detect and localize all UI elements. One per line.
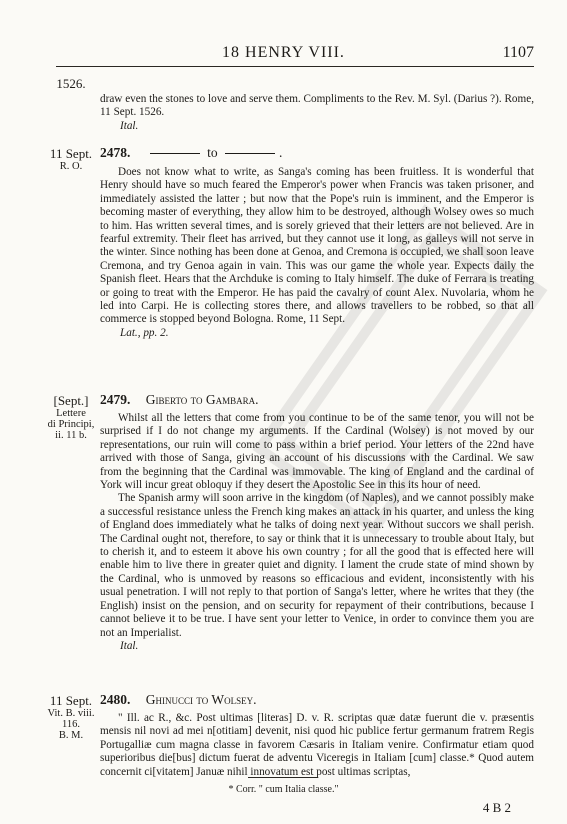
entry-2480-heading: [100, 692, 534, 708]
entry-language: Lat., pp. 2.: [120, 326, 169, 339]
entry-source-line: Vit. B. viii.: [47, 708, 95, 719]
continuation-paragraph: draw even the stones to love and serve them. Compliments to the Rev. M. Syl. (Darius ?). Rome, 11 Sept. 1526.: [100, 93, 534, 119]
continuation-text-block: [100, 93, 534, 133]
entry-source-line: B. M.: [58, 730, 84, 741]
entry-number: 2480.: [100, 692, 131, 707]
entry-number: 2479.: [100, 392, 131, 407]
entry-2480-body: [100, 712, 534, 779]
year-label: 1526.: [56, 76, 86, 91]
entry-2478-heading: 2478. to .: [100, 145, 283, 160]
entry-2478-margin: [42, 147, 100, 172]
blank-sender-line: [150, 153, 200, 154]
blank-recipient-line: [225, 153, 275, 154]
entry-2478-body: [100, 166, 534, 340]
entry-2479-body: [100, 412, 534, 653]
entry-date: 11 Sept.: [49, 693, 93, 708]
entry-title: Ghinucci to Wolsey.: [145, 692, 257, 707]
page-number: 1107: [502, 44, 534, 61]
entry-paragraph: Does not know what to write, as Sanga's coming has been fruitless. It is wonderful that Henry should have so much feared the Emperor's power when Francis was taken prisoner, and immediately assisted the latter ; but now that the Pope's ruin is imminent, and the Emperor is becoming master of everything, they allow him to be destroyed, although Wolsey owes so much to him. Has written several times, and is sorely grieved that their letters are not believed. Are in fearful extremity. Their fleet has arrived, but they cannot use it long, as galleys will not serve in the winter. Since nothing has been done at Genoa, and Cremona is occupied, we shall soon leave Cremona, and try Genoa again in vain. This was our game the whole year. Expects daily the Spanish fleet. Hears that the Archduke is coming to Italy himself. The duke of Ferrara is treating or going to treat with the Emperor. He has paid the cavalry of count Alex. Nuvolaria, whom he led into Carpi. He is collecting stores there, and allows travellers to be robbed, so that all commerce is stopped beyond Bologna. Rome, 11 Sept.: [100, 166, 534, 326]
entry-language: Ital.: [120, 639, 139, 652]
entry-date: 11 Sept.: [49, 146, 93, 161]
entry-paragraph: " Ill. ac R., &c. Post ultimas [literas] D. v. R. scriptas quæ datæ fuerunt die v. præsentis mensis nil novi ad mei n[otitiam] devenit, nisi quod hic publice fertur germanum fratrem Regis Portugalliæ cum magna classe in favorem Cæsaris in Italiam venire. Confirmatur etiam quod superioribus die[bus] dictum fuerat de adventu Viceregis in Italiam [cum] classe.* Quod autem concernit ci[vitatem] Januæ nihil innovatum est post ultimas scriptas,: [100, 712, 534, 778]
entry-date: [Sept.]: [53, 393, 89, 408]
entry-title: Giberto to Gambara.: [145, 392, 259, 407]
to-word: to: [207, 145, 218, 160]
entry-source-line: 116.: [62, 719, 80, 730]
entry-source-line: di Principi,: [47, 419, 95, 430]
entry-source-line: ii. 11 b.: [55, 430, 87, 441]
header-rule: [56, 66, 534, 67]
margin-year: [42, 77, 100, 91]
footnote-rule: [248, 777, 318, 778]
running-header-title: 18 HENRY VIII.: [222, 44, 345, 61]
entry-source-line: Lettere: [56, 408, 86, 419]
footnote: * Corr. " cum Italia classe.": [228, 784, 339, 795]
entry-paragraph: The Spanish army will soon arrive in the kingdom (of Naples), and we cannot possibly make a successful resistance unless the French king makes an attack in his quarter, and unless the king of England does immediately what he talks of doing next year. Without succors we shall perish. The Cardinal ought not, therefore, to say or think that it is unnecessary to trouble about Italy, but to cherish it, and to esteem it above his own country ; for all the good that is effected here will enable him to live there in greater quiet and dignity. I lament the crude state of mind shown by the Cardinal, who is unmoved by reasons so efficacious and evident, inconsistently with his usual penetration. I will not reply to that portion of Sanga's letter, where he writes that they (the English) insist on the pension, and on security for repayment of their contributions, because I cannot believe it to be true. I have sent your letter to Venice, in order to convince them you are not an Imperialist.: [100, 492, 534, 639]
continuation-language: Ital.: [120, 119, 139, 132]
entry-number: 2478.: [100, 145, 131, 160]
entry-2479-margin: [42, 394, 100, 441]
entry-source: R. O.: [59, 161, 83, 172]
entry-2479-heading: [100, 392, 534, 408]
printer-signature: 4 B 2: [482, 800, 511, 815]
entry-paragraph: Whilst all the letters that come from you continue to be of the same tenor, you will not be surprised if I do not change my arguments. If the Cardinal (Wolsey) is not moved by our representations, our ruin will come to pass within a brief period. Your letters of the 22nd have arrived with those of Sanga, giving an account of his discussions with the Cardinal. We saw from the beginning that the Cardinal was immovable. The king of England and the cardinal of York will incur great obloquy if they desert the Apostolic See in this its hour of need.: [100, 412, 534, 492]
entry-2480-margin: [42, 694, 100, 741]
